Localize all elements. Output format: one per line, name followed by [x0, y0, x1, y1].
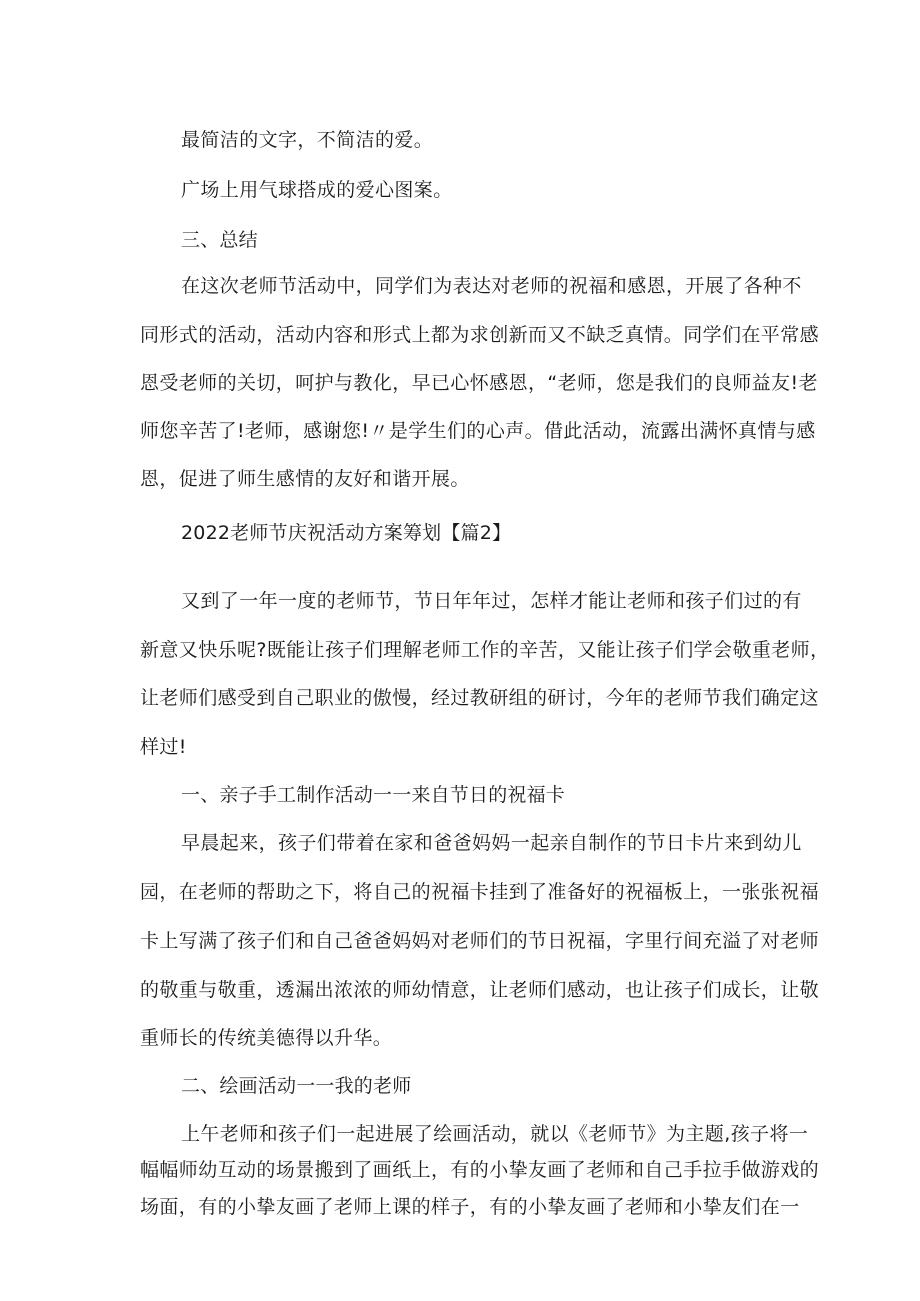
paragraph-line: 新意又快乐呢?既能让孩子们理解老师工作的辛苦，又能让孩子们学会敬重老师，: [140, 639, 830, 661]
paragraph-line: 园，在老师的帮助之下，将自己的祝福卡挂到了准备好的祝福板上，一张张祝福: [140, 881, 820, 903]
paragraph-line: 恩受老师的关切，呵护与教化，早已心怀感恩，“老师，您是我们的良师益友!老: [140, 372, 818, 394]
paragraph-line: 幅幅师幼互动的场景搬到了画纸上，有的小挚友画了老师和自己手拉手做游戏的: [140, 1159, 820, 1181]
paragraph-line: 在这次老师节活动中，同学们为表达对老师的祝福和感恩，开展了各种不: [181, 275, 802, 297]
paragraph-line: 场面，有的小挚友画了老师上课的样子，有的小挚友画了老师和小挚友们在一: [140, 1196, 800, 1218]
paragraph-line: 卡上写满了孩子们和自己爸爸妈妈对老师们的节日祝福，字里行间充溢了对老师: [140, 930, 820, 952]
article-title: 2022老师节庆祝活动方案筹划【篇2】: [181, 522, 512, 544]
paragraph-line: 早晨起来，孩子们带着在家和爸爸妈妈一起亲自制作的节日卡片来到幼儿: [181, 832, 802, 854]
paragraph-line: 师您辛苦了!老师，感谢您!〃是学生们的心声。借此活动，流露出满怀真情与感: [140, 420, 816, 442]
section-heading: 一、亲子手工制作活动一一来自节日的祝福卡: [181, 784, 566, 806]
paragraph-line: 的敬重与敬重，透漏出浓浓的师幼情意，让老师们感动，也让孩子们成长，让敬: [140, 979, 820, 1001]
paragraph-line: 上午老师和孩子们一起进展了绘画活动，就以《老师节》为主题,孩子将一: [181, 1123, 809, 1145]
paragraph-line: 样过!: [140, 736, 187, 758]
paragraph-line: 最简洁的文字，不简洁的爱。: [181, 129, 434, 151]
section-heading: 三、总结: [181, 229, 258, 251]
paragraph-line: 让老师们感受到自己职业的傲慢，经过教研组的研讨，今年的老师节我们确定这: [140, 687, 820, 709]
paragraph-line: 广场上用气球搭成的爱心图案。: [181, 179, 453, 201]
paragraph-line: 又到了一年一度的老师节，节日年年过，怎样才能让老师和孩子们过的有: [181, 590, 802, 612]
section-heading: 二、绘画活动一一我的老师: [181, 1075, 412, 1097]
paragraph-line: 重师长的传统美德得以升华。: [140, 1027, 393, 1049]
paragraph-line: 同形式的活动，活动内容和形式上都为求创新而又不缺乏真情。同学们在平常感: [140, 324, 820, 346]
paragraph-line: 恩，促进了师生感情的友好和谐开展。: [140, 468, 470, 490]
